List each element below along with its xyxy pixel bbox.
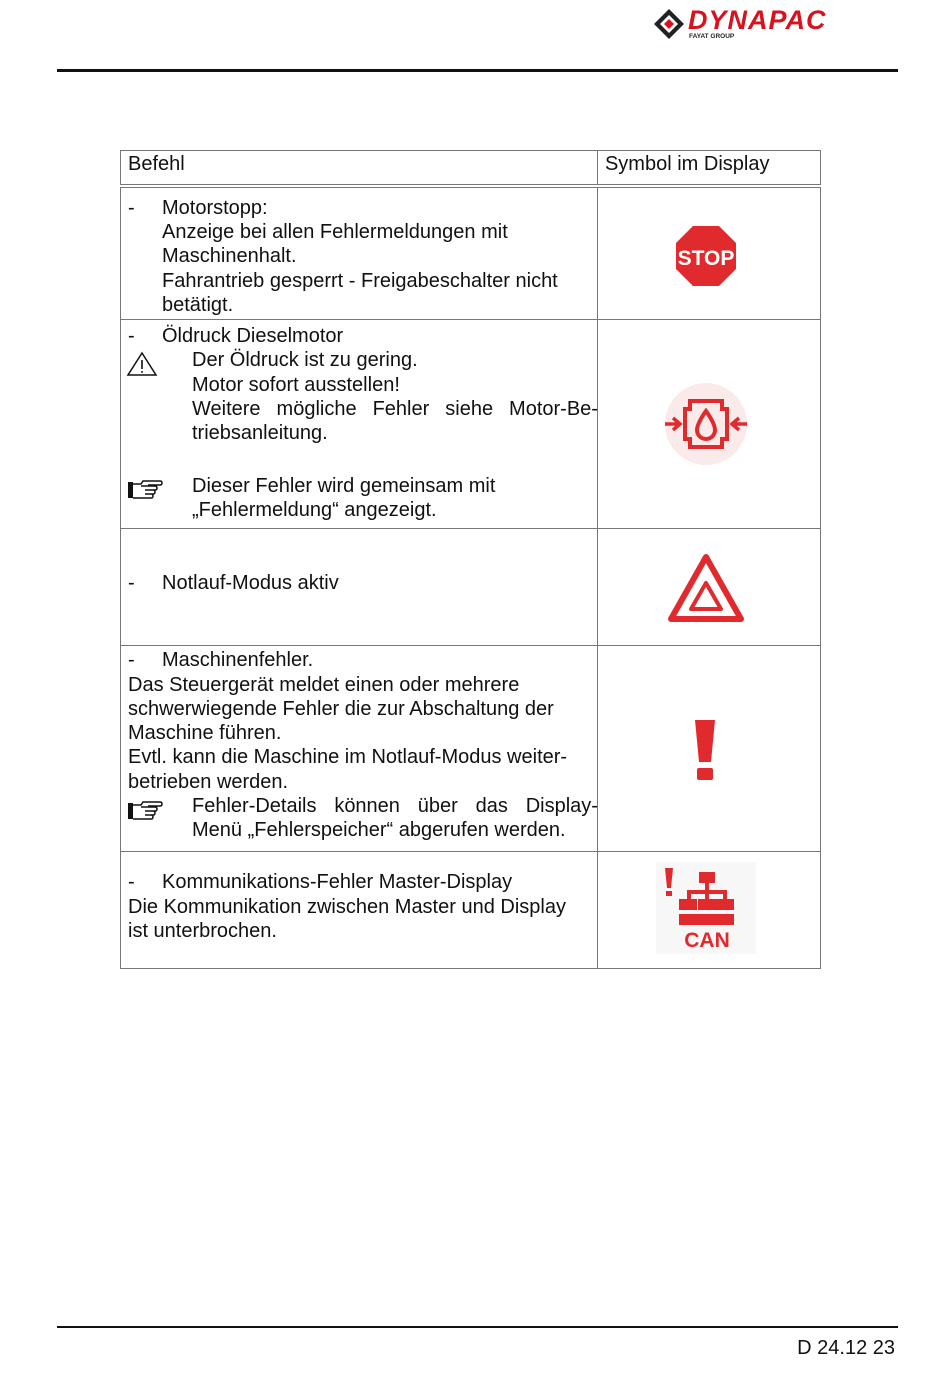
symbol-cell	[597, 186, 820, 320]
warning-text: Der Öldruck ist zu gering.	[192, 349, 418, 371]
table-row	[121, 646, 821, 852]
row-text: Anzeige bei allen Fehlermeldungen mit	[162, 221, 508, 243]
word: können	[334, 795, 400, 817]
justified-line	[192, 397, 598, 421]
warning-triangle-icon	[126, 351, 158, 377]
symbol-cell	[597, 852, 820, 969]
command-cell	[121, 646, 598, 852]
note-text: Menü „Fehlerspeicher“ abgerufen werden.	[192, 819, 566, 841]
col-symbol-header: Symbol im Display	[597, 151, 820, 187]
page-reference: D 24.12 23	[797, 1337, 895, 1359]
row-text: Evtl. kann die Maschine im Notlauf-Modus weiter-	[128, 746, 568, 768]
svg-text:CAN: CAN	[684, 929, 730, 952]
pointing-hand-icon	[127, 478, 163, 500]
justified-line	[192, 794, 598, 818]
word: siehe	[445, 398, 494, 420]
brand-name: DYNAPAC	[688, 5, 827, 35]
row-title: Notlauf-Modus aktiv	[162, 572, 339, 594]
command-cell	[121, 529, 598, 646]
row-text: schwerwiegende Fehler die zur Abschaltung der	[128, 698, 554, 720]
pointing-hand-icon	[127, 799, 163, 821]
word: Display-	[525, 795, 598, 817]
row-text: Die Kommunikation zwischen Master und Display	[128, 896, 566, 918]
symbol-cell	[597, 320, 820, 529]
table-row	[121, 529, 821, 646]
header-rule	[57, 69, 898, 72]
svg-text:STOP: STOP	[677, 247, 735, 270]
brand-sub: FAYAT GROUP	[689, 33, 735, 40]
row-text: betrieben werden.	[128, 771, 289, 793]
row-text: Das Steuergerät meldet einen oder mehrere	[128, 674, 520, 696]
can-network-icon	[656, 862, 756, 954]
command-table	[120, 150, 821, 969]
table-row	[121, 320, 821, 529]
stop-sign-icon	[674, 224, 738, 288]
symbol-cell	[597, 529, 820, 646]
row-text: Maschinenhalt.	[162, 245, 297, 267]
dynapac-logo	[652, 5, 900, 43]
word: Fehler	[372, 398, 430, 420]
command-cell	[121, 852, 598, 969]
exclamation-icon	[692, 718, 718, 782]
row-text: Fahrantrieb gesperrt - Freigabeschalter nicht	[162, 270, 558, 292]
row-text: ist unterbrochen.	[128, 920, 277, 942]
table-row	[121, 186, 821, 320]
bullet-dash: -	[128, 871, 135, 893]
word: Fehler-Details	[192, 795, 317, 817]
warning-text: Motor sofort ausstellen!	[192, 374, 400, 396]
word: mögliche	[276, 398, 357, 420]
dynapac-diamond-icon	[652, 7, 686, 41]
warning-text: triebsanleitung.	[192, 422, 328, 444]
row-title: Maschinenfehler.	[162, 649, 314, 671]
word: Motor-Be-	[509, 398, 598, 420]
row-text: Maschine führen.	[128, 722, 282, 744]
row-text: betätigt.	[162, 294, 234, 316]
word: Weitere	[192, 398, 261, 420]
table-row	[121, 852, 821, 969]
row-title: Öldruck Dieselmotor	[162, 325, 344, 347]
row-title: Kommunikations-Fehler Master-Display	[162, 871, 513, 893]
note-text: „Fehlermeldung“ angezeigt.	[192, 499, 437, 521]
bullet-dash: -	[128, 325, 135, 347]
col-command-header: Befehl	[121, 151, 598, 187]
note-text: Dieser Fehler wird gemeinsam mit	[192, 475, 496, 497]
command-cell	[121, 320, 598, 529]
bullet-dash: -	[128, 572, 135, 594]
word: über	[417, 795, 458, 817]
row-title: Motorstopp:	[162, 197, 268, 219]
bullet-dash: -	[128, 197, 135, 219]
table-header-row	[121, 151, 821, 187]
command-cell	[121, 186, 598, 320]
hazard-triangle-icon	[667, 553, 745, 623]
symbol-cell	[597, 646, 820, 852]
oil-pressure-icon	[663, 381, 749, 467]
footer-rule	[57, 1326, 898, 1328]
word: das	[475, 795, 508, 817]
bullet-dash: -	[128, 649, 135, 671]
